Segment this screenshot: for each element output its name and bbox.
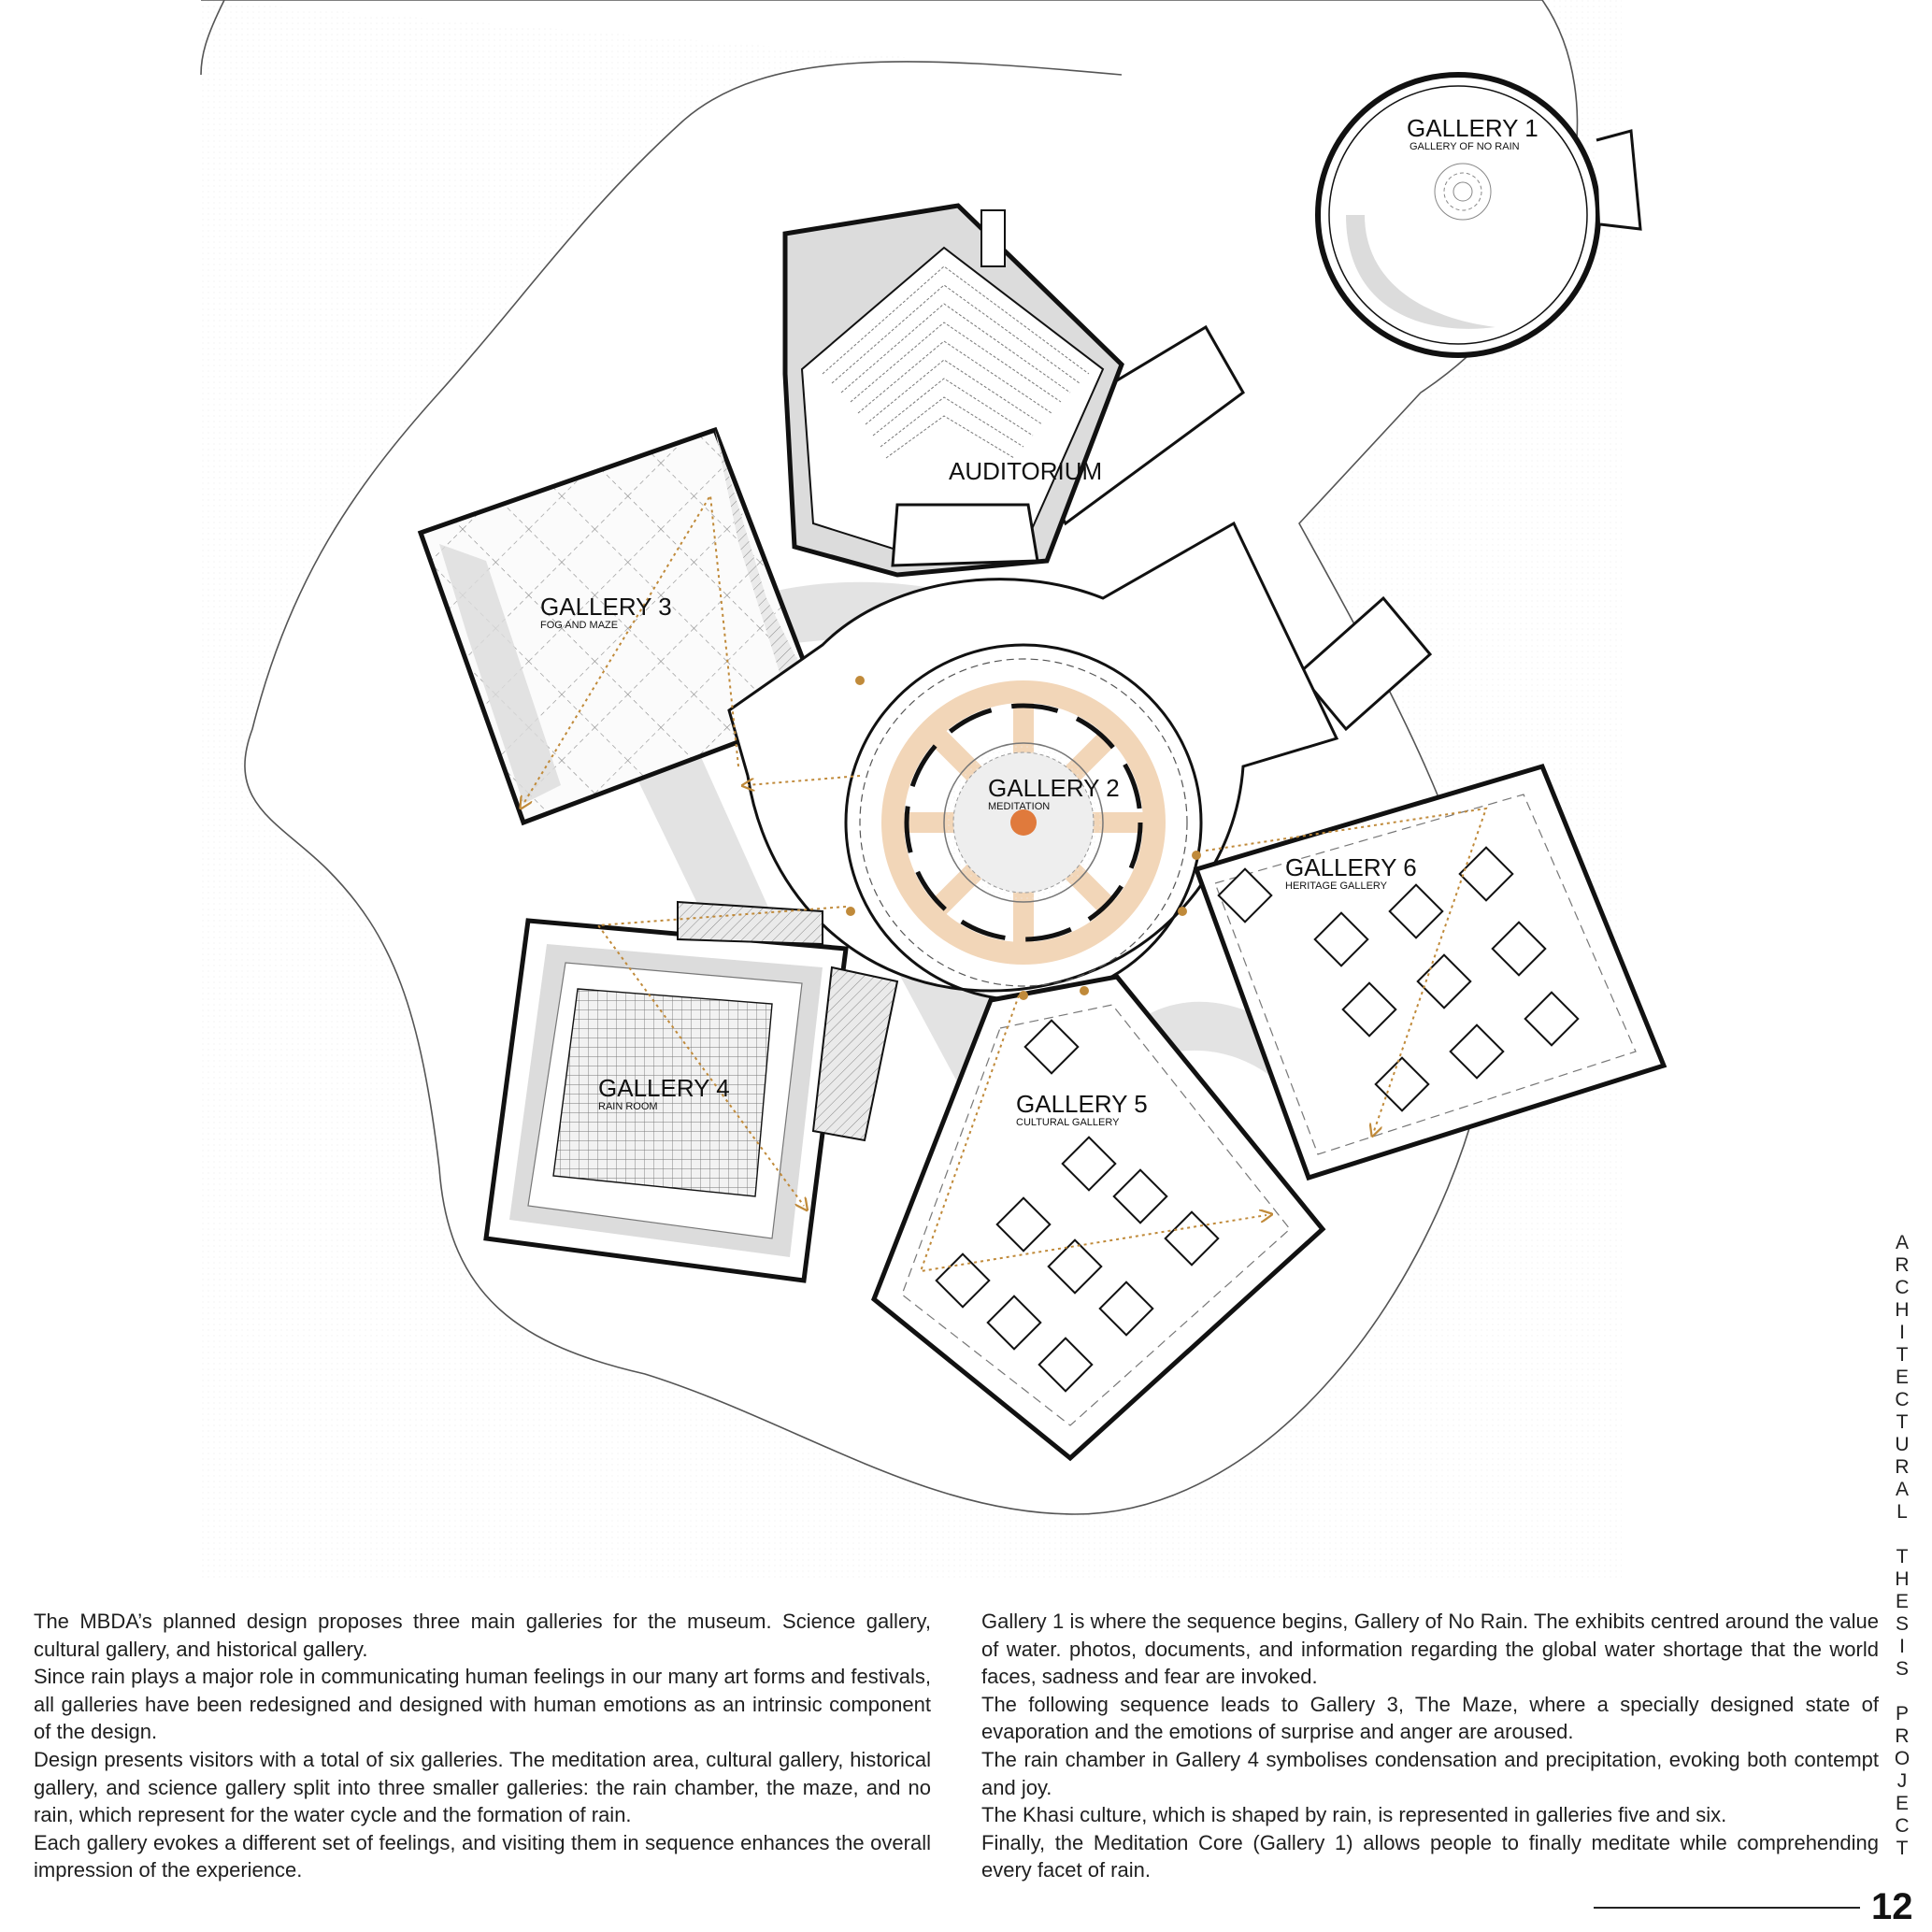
side-title-letter: C — [1895, 1277, 1910, 1298]
side-title-letter: T — [1896, 1344, 1909, 1366]
side-title-letter: A — [1895, 1232, 1909, 1253]
side-title-letter: H — [1895, 1568, 1910, 1590]
svg-text:GALLERY 1: GALLERY 1 — [1407, 114, 1538, 142]
svg-text:GALLERY OF NO RAIN: GALLERY OF NO RAIN — [1410, 141, 1520, 152]
svg-text:AUDITORIUM: AUDITORIUM — [949, 457, 1103, 485]
paragraph: The Khasi culture, which is shaped by rain, is represented in galleries five and six. — [981, 1803, 1727, 1827]
side-title-letter: E — [1895, 1793, 1909, 1814]
paragraph: The following sequence leads to Gallery 3, The Maze, where a specially designed state of evaporation and the emotions of surprise and anger are aroused. — [981, 1692, 1879, 1744]
paragraph: The rain chamber in Gallery 4 symbolises condensation and precipitation, evoking both contempt and joy. — [981, 1747, 1879, 1799]
svg-text:GALLERY 3: GALLERY 3 — [540, 593, 672, 621]
side-title-letter: A — [1895, 1479, 1909, 1500]
side-title-letter: I — [1899, 1636, 1905, 1657]
svg-text:GALLERY 4: GALLERY 4 — [598, 1074, 730, 1102]
side-title-letter: O — [1894, 1748, 1911, 1769]
paragraph: Each gallery evokes a different set of feelings, and visiting them in sequence enhances the overall impression of the experience. — [34, 1830, 931, 1882]
side-title-letter: S — [1895, 1613, 1909, 1635]
side-title-letter: T — [1896, 1411, 1909, 1433]
side-title-letter: C — [1895, 1815, 1910, 1837]
side-title — [1886, 1232, 1918, 1860]
side-title-letter: S — [1895, 1658, 1909, 1680]
page-rule — [1594, 1907, 1860, 1909]
svg-text:CULTURAL GALLERY: CULTURAL GALLERY — [1016, 1117, 1120, 1128]
paragraph: Finally, the Meditation Core (Gallery 1) allows people to finally meditate while comprehending every facet of rain. — [981, 1830, 1879, 1882]
label-gallery-1 — [1407, 114, 1538, 152]
svg-text:GALLERY 6: GALLERY 6 — [1285, 853, 1417, 881]
side-title-letter: L — [1896, 1501, 1908, 1523]
side-title-letter: R — [1895, 1254, 1910, 1276]
description-right-column — [981, 1608, 1879, 1884]
side-title-letter — [1899, 1681, 1905, 1703]
page-number: 12 — [1871, 1886, 1913, 1927]
paragraph: Since rain plays a major role in communicating human feelings in our many art forms and festivals, all galleries have been redesigned and designed with human emotions as an intrinsic component of the design. — [34, 1665, 931, 1744]
side-title-letter: E — [1895, 1367, 1909, 1388]
svg-text:MEDITATION: MEDITATION — [988, 801, 1051, 812]
svg-text:FOG AND MAZE: FOG AND MAZE — [540, 620, 619, 631]
label-auditorium — [949, 457, 1102, 485]
side-title-letter: U — [1895, 1434, 1910, 1455]
side-title-letter: H — [1895, 1299, 1910, 1321]
side-title-letter: R — [1895, 1456, 1910, 1478]
svg-text:RAIN ROOM: RAIN ROOM — [598, 1101, 658, 1112]
svg-text:GALLERY 2: GALLERY 2 — [988, 774, 1120, 802]
side-title-letter: J — [1896, 1770, 1908, 1792]
paragraph: Design presents visitors with a total of six galleries. The meditation area, cultural gallery, historical gallery, and science gallery split into three smaller galleries: the rain chamber, the maze, and no rain, which represent for the water cycle and the formation of rain. — [34, 1747, 931, 1827]
side-title-letter: T — [1896, 1838, 1909, 1859]
svg-text:HERITAGE GALLERY: HERITAGE GALLERY — [1285, 880, 1388, 892]
svg-text:GALLERY 5: GALLERY 5 — [1016, 1090, 1148, 1118]
paragraph: The MBDA’s planned design proposes three main galleries for the museum. Science gallery, cultural gallery, and historical gallery. — [34, 1610, 931, 1661]
paragraph: Gallery 1 is where the sequence begins, Gallery of No Rain. The exhibits centred around the value of water. photos, documents, and information regarding the global water shortage that the world faces, sadness and fear are invoked. — [981, 1610, 1879, 1689]
side-title-letter: P — [1895, 1703, 1909, 1724]
side-title-letter: I — [1899, 1322, 1905, 1343]
side-title-letter — [1899, 1524, 1905, 1546]
side-title-letter: T — [1896, 1546, 1909, 1567]
side-title-letter: C — [1895, 1389, 1910, 1410]
side-title-letter: E — [1895, 1591, 1909, 1612]
side-title-letter: R — [1895, 1725, 1910, 1747]
description-left-column — [34, 1608, 931, 1884]
